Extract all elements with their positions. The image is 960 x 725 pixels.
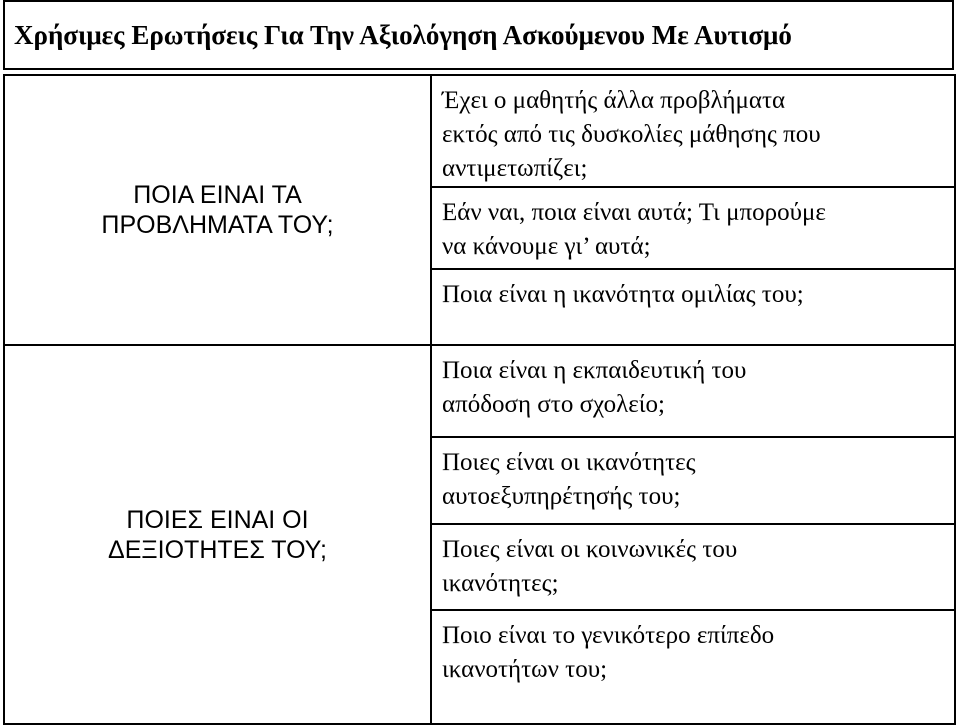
question-line: εκτός από τις δυσκολίες μάθησης που bbox=[442, 121, 821, 148]
question-line: ικανοτήτων του; bbox=[442, 656, 608, 683]
question-cell bbox=[431, 524, 955, 610]
question-line: αυτοεξυπηρέτησής του; bbox=[442, 483, 681, 510]
question-line: Έχει ο μαθητής άλλα προβλήματα bbox=[442, 87, 786, 114]
question-cell bbox=[431, 187, 955, 269]
question-line: Εάν ναι, ποια είναι αυτά; Τι μπορούμε bbox=[442, 199, 826, 226]
section-label-skills bbox=[4, 345, 431, 724]
question-line: ικανότητες; bbox=[442, 570, 559, 597]
question-cell bbox=[431, 345, 955, 437]
assessment-table bbox=[3, 74, 956, 725]
label-line: ΠΟΙΑ ΕΙΝΑΙ ΤΑ bbox=[133, 181, 302, 209]
label-line: ΔΕΞΙΟΤΗΤΕΣ ΤΟΥ; bbox=[108, 535, 327, 564]
question-cell bbox=[431, 437, 955, 524]
label-line: ΠΟΙΕΣ ΕΙΝΑΙ ΟΙ bbox=[126, 505, 309, 534]
question-cell bbox=[431, 610, 955, 724]
question-line: να κάνουμε γι’ αυτά; bbox=[442, 233, 651, 260]
question-line: Ποια είναι η ικανότητα ομιλίας του; bbox=[442, 281, 804, 308]
question-line: Ποια είναι η εκπαιδευτική του bbox=[442, 357, 747, 384]
question-line: Ποιο είναι το γενικότερο επίπεδο bbox=[442, 622, 775, 649]
question-line: αντιμετωπίζει; bbox=[442, 155, 588, 182]
question-line: Ποιες είναι οι ικανότητες bbox=[442, 449, 696, 476]
question-line: Ποιες είναι οι κοινωνικές του bbox=[442, 536, 738, 563]
question-line: απόδοση στο σχολείο; bbox=[442, 391, 665, 418]
question-cell bbox=[431, 75, 955, 187]
question-cell bbox=[431, 269, 955, 345]
page-title: Χρήσιμες Ερωτήσεις Για Την Αξιολόγηση Ασκούμενου Με Αυτισμό bbox=[3, 0, 954, 70]
section-label-problems bbox=[4, 75, 431, 345]
label-line: ΠΡΟΒΛΗΜΑΤΑ ΤΟΥ; bbox=[101, 211, 334, 239]
